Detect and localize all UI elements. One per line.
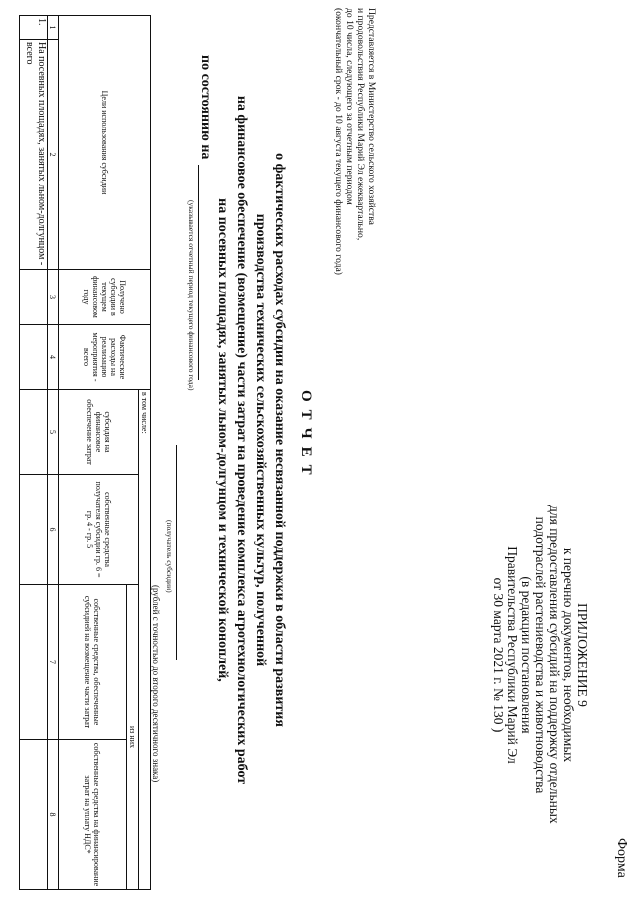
annex-line: к перечню документов, необходимых — [561, 547, 576, 763]
note-line: Представляется в Министерство сельского хозяйства — [366, 8, 377, 225]
header-received: Получено субсидии в текущем финансовом году — [59, 270, 151, 325]
header-own-vat: собственные средства на финансирование затрат на уплату НДС* — [59, 740, 127, 890]
annex-line: (в редакции постановления — [519, 576, 534, 734]
as-of-label: по состоянию на — [198, 55, 213, 160]
subtitle-line: о фактических расходах субсидии на оказание несвязанной поддержки в области развития — [272, 153, 287, 727]
annex-line: для предоставления субсидий на поддержку отдельных — [547, 505, 562, 824]
header-including: в том числе: — [139, 390, 151, 890]
annex-line: Правительства Республики Марий Эл — [505, 546, 520, 764]
header-actual: Фактические расходы на реализацию мероприятия - всего — [59, 325, 151, 390]
col-number: 7 — [48, 585, 59, 740]
subtitle-line: на финансовое обеспечение (возмещение) части затрат на проведение комплекса агротехнологических работ — [234, 95, 249, 785]
form-label: Форма — [614, 838, 629, 878]
table-cell — [20, 740, 48, 890]
header-own-funds: собственные средства получателя субсидии гр. 6 = гр. 4 - гр. 5 — [59, 475, 139, 585]
table-cell — [20, 270, 48, 325]
as-of-hint: (указывается отчетный период текущего финансового года) — [187, 200, 196, 391]
recipient-hint: (получатель субсидии) — [165, 520, 174, 593]
report-title: ОТЧЕТ — [298, 390, 314, 483]
as-of-field-line — [198, 165, 199, 380]
subtitle-line: на посевных площадях, занятых льном-долгунцом и технической коноплей, — [215, 198, 230, 682]
annex-line: от 30 марта 2021 г. № 130 ) — [491, 577, 506, 733]
col-number: 1 — [48, 16, 59, 40]
annex-line: ПРИЛОЖЕНИЕ 9 — [575, 603, 590, 707]
note-line: до 10 числа, следующего за отчетным периодом — [344, 8, 355, 205]
note-line: и продовольствия Республики Марий Эл ежеквартально, — [355, 8, 366, 241]
annex-header — [491, 505, 590, 824]
subtitle-line: производства технических сельскохозяйственных культур, полученной — [253, 213, 268, 667]
recipient-field-line — [176, 445, 177, 660]
note-line: (окончательный срок - до 10 августа текущего финансового года) — [333, 8, 344, 275]
header-subsidy-fin: субсидия на финансовое обеспечение затрат — [59, 390, 139, 475]
submission-note — [333, 8, 377, 368]
row-number: 1. — [20, 16, 48, 40]
table-cell — [20, 585, 48, 740]
col-number: 4 — [48, 325, 59, 390]
report-table — [19, 15, 151, 890]
row-label: На посевных площадях, занятых льном-долгунцом - всего — [20, 40, 48, 270]
header-purpose: Цели использования субсидии — [59, 16, 151, 270]
col-number: 2 — [48, 40, 59, 270]
table-cell — [20, 475, 48, 585]
col-number: 3 — [48, 270, 59, 325]
table-cell — [20, 390, 48, 475]
col-number: 5 — [48, 390, 59, 475]
annex-line: подотраслей растениеводства и животноводства — [533, 516, 548, 794]
precision-note: (рублей с точностью до второго десятичного знака) — [151, 585, 161, 783]
col-number: 8 — [48, 740, 59, 890]
header-of-them: из них — [127, 585, 139, 890]
report-subtitle — [213, 25, 289, 855]
col-number: 6 — [48, 475, 59, 585]
table-cell — [20, 325, 48, 390]
header-own-reimb: собственные средства, обеспеченные субсидией на возмещение части затрат — [59, 585, 127, 740]
